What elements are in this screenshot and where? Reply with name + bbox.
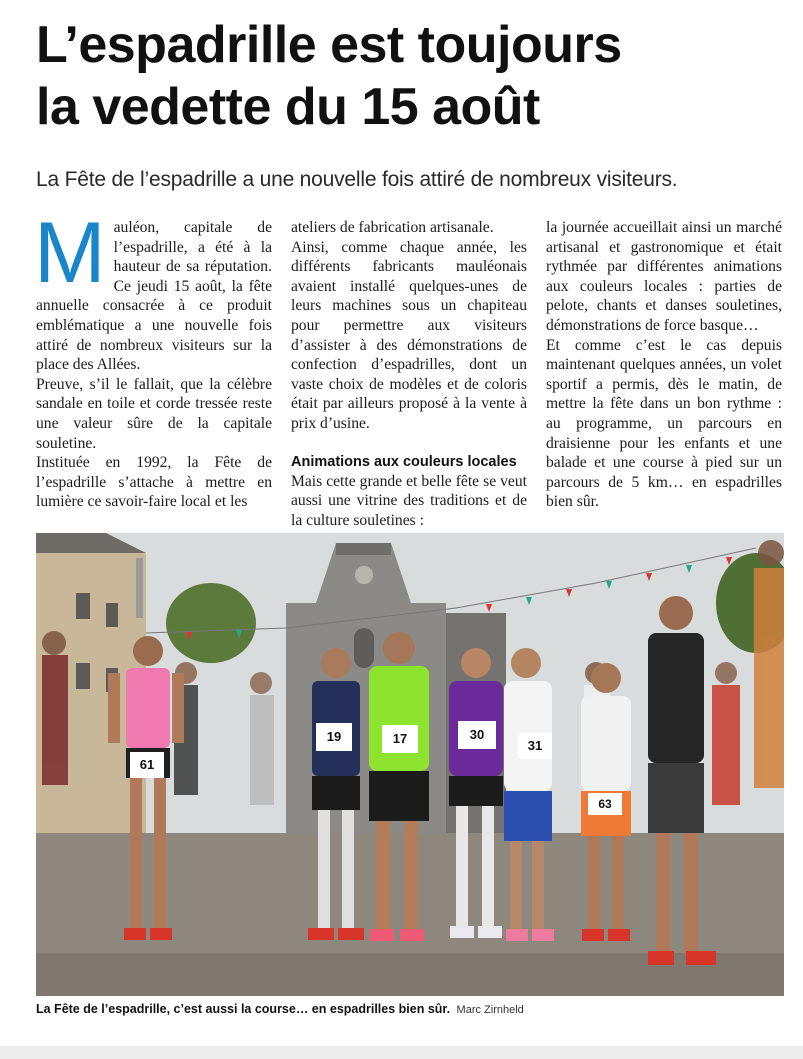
article-column-1 [34,205,272,512]
bib-label: 30 [458,721,496,749]
article-column-2 [291,218,527,530]
drop-cap: M [34,205,106,301]
subtitle: La Fête de l’espadrille a une nouvelle fois attiré de nombreux visiteurs. [36,168,678,191]
photo-caption [36,1000,784,1019]
paragraph: ateliers de fabrication artisanale. [291,219,494,236]
bib-label: 17 [382,725,418,753]
bib-label: 63 [588,793,622,815]
bib-label: 61 [130,752,164,778]
paragraph: la journée accueillait ainsi un marché artisanal et gastronomique et était rythmée par différentes animations aux couleurs locales : parties de pelote, chants et danses souletines, démonstrations de force basque… [546,219,782,334]
headline-line-1: L’espadrille est toujours [36,16,622,74]
paragraph: Mais cette grande et belle fête se veut aussi une vitrine des traditions et de la culture souletines : [291,472,527,529]
bib-label: 31 [518,733,552,759]
paragraph: Instituée en 1992, la Fête de l’espadrille s’attache à mettre en lumière ce savoir-faire local et les [36,454,272,511]
caption-text: La Fête de l’espadrille, c’est aussi la course… en espadrilles bien sûr. [36,1002,451,1016]
headline [36,14,776,138]
photo-credit: Marc Zirnheld [456,1004,524,1016]
bib-label: 19 [316,723,352,751]
section-subhead: Animations aux couleurs locales [291,453,517,470]
article-column-3 [546,218,782,512]
race-photo [36,533,784,996]
paragraph: Ainsi, comme chaque année, les différents fabricants mauléonais avaient installé quelques-unes de leurs machines sous un chapiteau pour permettre aux visiteurs d’assister à des démonstrations de confection d’espadrilles, dont un vaste choix de modèles et de coloris était par ailleurs proposé à la vente à prix d’usine. [291,238,527,432]
tree [166,583,256,663]
headline-line-2: la vedette du 15 août [36,78,540,136]
paragraph-text: auléon, capitale de l’espadrille, a été à la hauteur de sa réputation. Ce jeudi 15 août, la fête annuelle consacrée à ce produit emblématique a une nouvelle fois attiré de nombreux visiteurs sur la place des Allées. [36,219,272,374]
page-bottom-margin [0,1046,803,1059]
paragraph [34,205,272,375]
paragraph: Preuve, s’il le fallait, que la célèbre sandale en toile et corde tressée reste une valeur sûre de la capitale souletine. [36,375,272,452]
paragraph: Et comme c’est le cas depuis maintenant quelques années, un volet sportif a permis, dès le matin, de mettre la fête dans un bon rythme : au programme, un parcours en draisienne pour les enfants et une balade et une course à pied sur un parcours de 5 km… en espadrilles bien sûr. [546,336,782,511]
